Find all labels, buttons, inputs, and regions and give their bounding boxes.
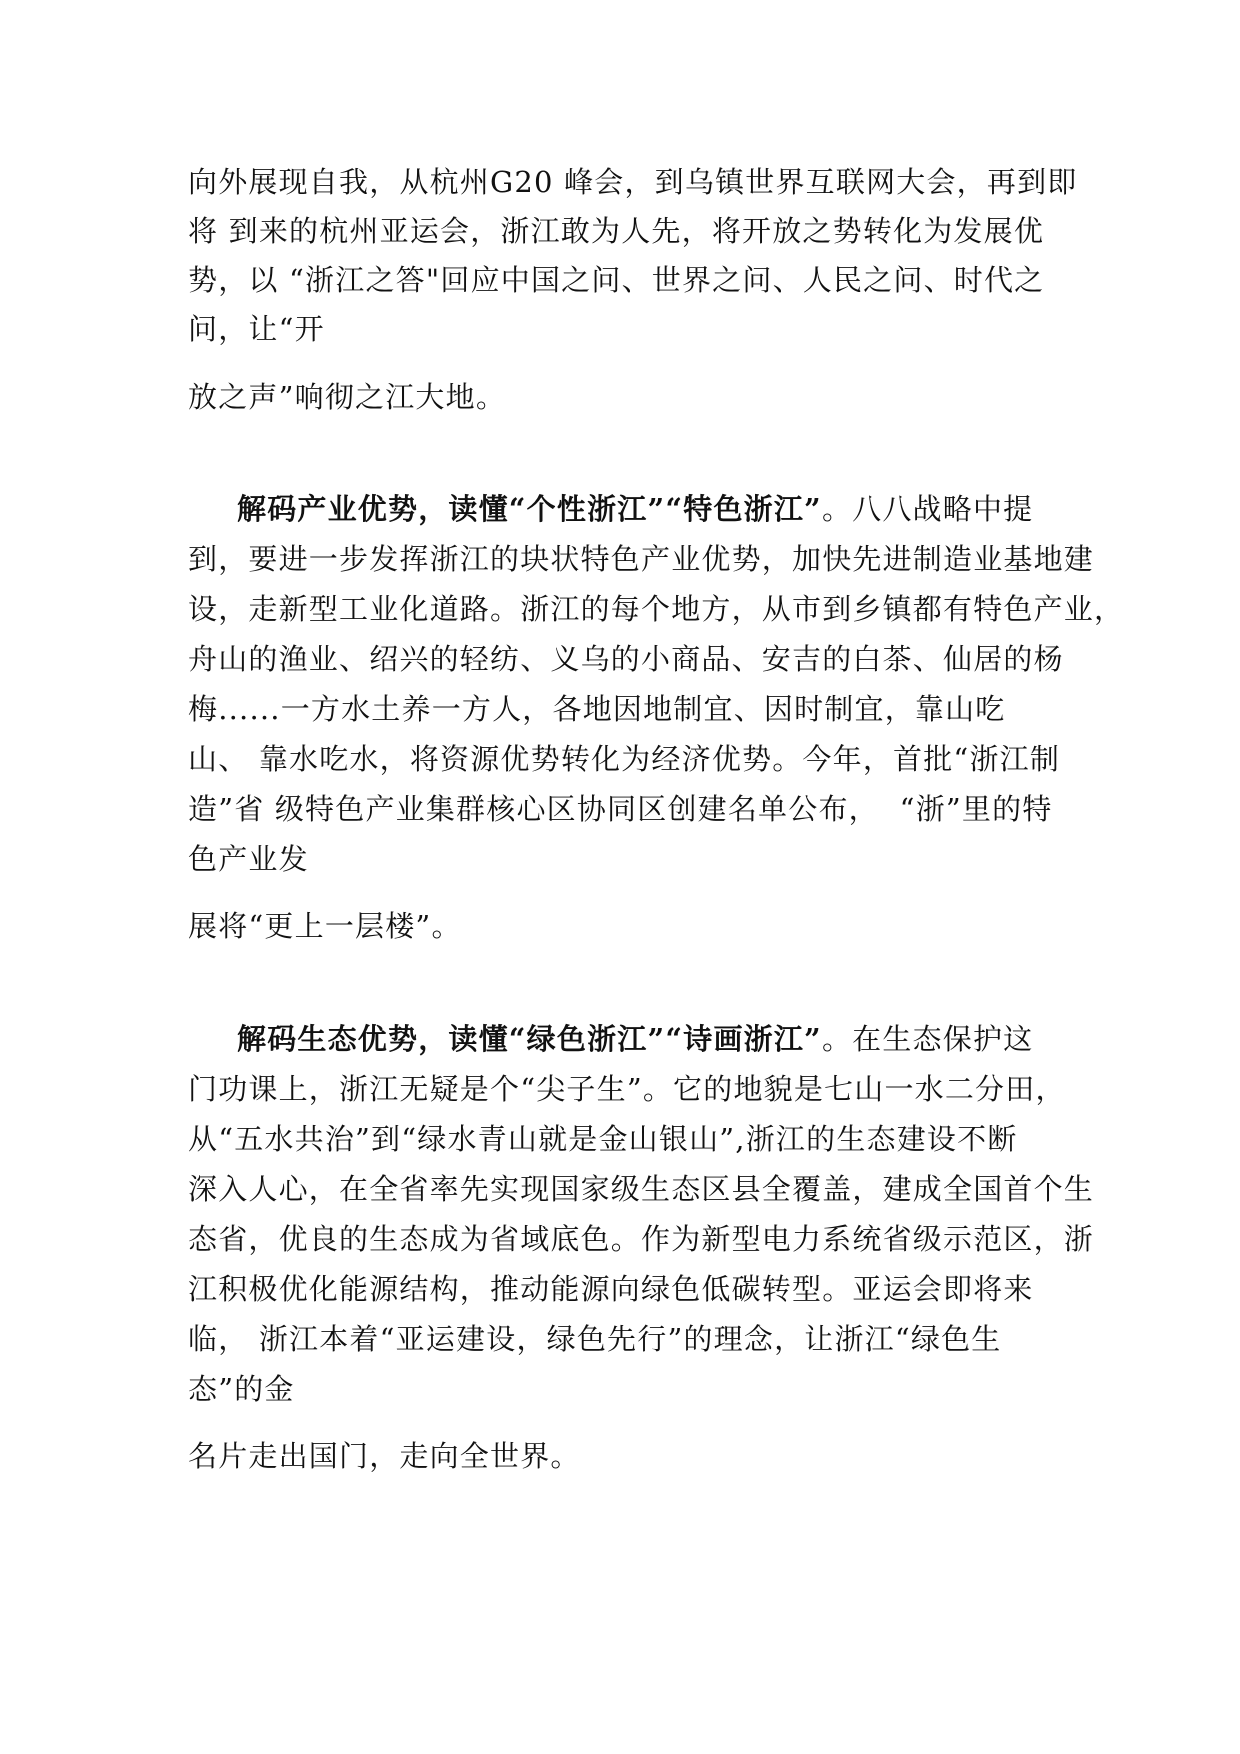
heading-trailing-text: 。在生态保护这: [821, 1022, 1034, 1056]
paragraph-line: 放之声”响彻之江大地。: [188, 380, 507, 414]
section-heading: 解码生态优势，读懂“绿色浙江”“诗画浙江”: [237, 1022, 822, 1056]
paragraph-line: 名片走出国门，走向全世界。: [188, 1439, 581, 1473]
paragraph-line: 问，让“开: [188, 312, 325, 346]
paragraph-line: 势，以 “浙江之答"回应中国之问、世界之问、人民之问、时代之: [188, 263, 1045, 297]
paragraph-line: 到，要进一步发挥浙江的块状特色产业优势，加快先进制造业基地建: [188, 542, 1095, 576]
paragraph-line: 从“五水共治”到“绿水青山就是金山银山”,浙江的生态建设不断: [188, 1122, 1018, 1156]
paragraph-line: 造”省 级特色产业集群核心区协同区创建名单公布， “浙”里的特: [188, 792, 1053, 826]
paragraph-line: 江积极优化能源结构，推动能源向绿色低碳转型。亚运会即将来: [188, 1272, 1034, 1306]
paragraph-line: 向外展现自我，从杭州G20 峰会，到乌镇世界互联网大会，再到即: [188, 165, 1078, 199]
section-heading-line: [237, 1021, 1033, 1057]
paragraph-line: 临， 浙江本着“亚运建设，绿色先行”的理念，让浙江“绿色生: [188, 1322, 1002, 1356]
paragraph-line: 态省，优良的生态成为省域底色。作为新型电力系统省级示范区，浙: [188, 1222, 1095, 1256]
section-heading-line: [237, 491, 1033, 527]
paragraph-line: 色产业发: [188, 842, 309, 876]
paragraph-line: 山、 靠水吃水，将资源优势转化为经济优势。今年，首批“浙江制: [188, 742, 1061, 776]
paragraph-line: 深入人心，在全省率先实现国家级生态区县全覆盖，建成全国首个生: [188, 1172, 1095, 1206]
paragraph-line: 将 到来的杭州亚运会，浙江敢为人先，将开放之势转化为发展优: [188, 214, 1045, 248]
paragraph-line: 设，走新型工业化道路。浙江的每个地方，从市到乡镇都有特色产业，: [188, 592, 1125, 626]
paragraph-line: 展将“更上一层楼”。: [188, 909, 462, 943]
heading-trailing-text: 。八八战略中提: [821, 492, 1034, 526]
section-heading: 解码产业优势，读懂“个性浙江”“特色浙江”: [237, 492, 822, 526]
paragraph-line: 态”的金: [188, 1372, 295, 1406]
paragraph-line: 舟山的渔业、绍兴的轻纺、义乌的小商品、安吉的白茶、仙居的杨: [188, 642, 1064, 676]
paragraph-line: 门功课上，浙江无疑是个“尖子生”。它的地貌是七山一水二分田，: [188, 1072, 1066, 1106]
paragraph-line: 梅......一方水土养一方人，各地因地制宜、因时制宜，靠山吃: [188, 692, 1006, 726]
